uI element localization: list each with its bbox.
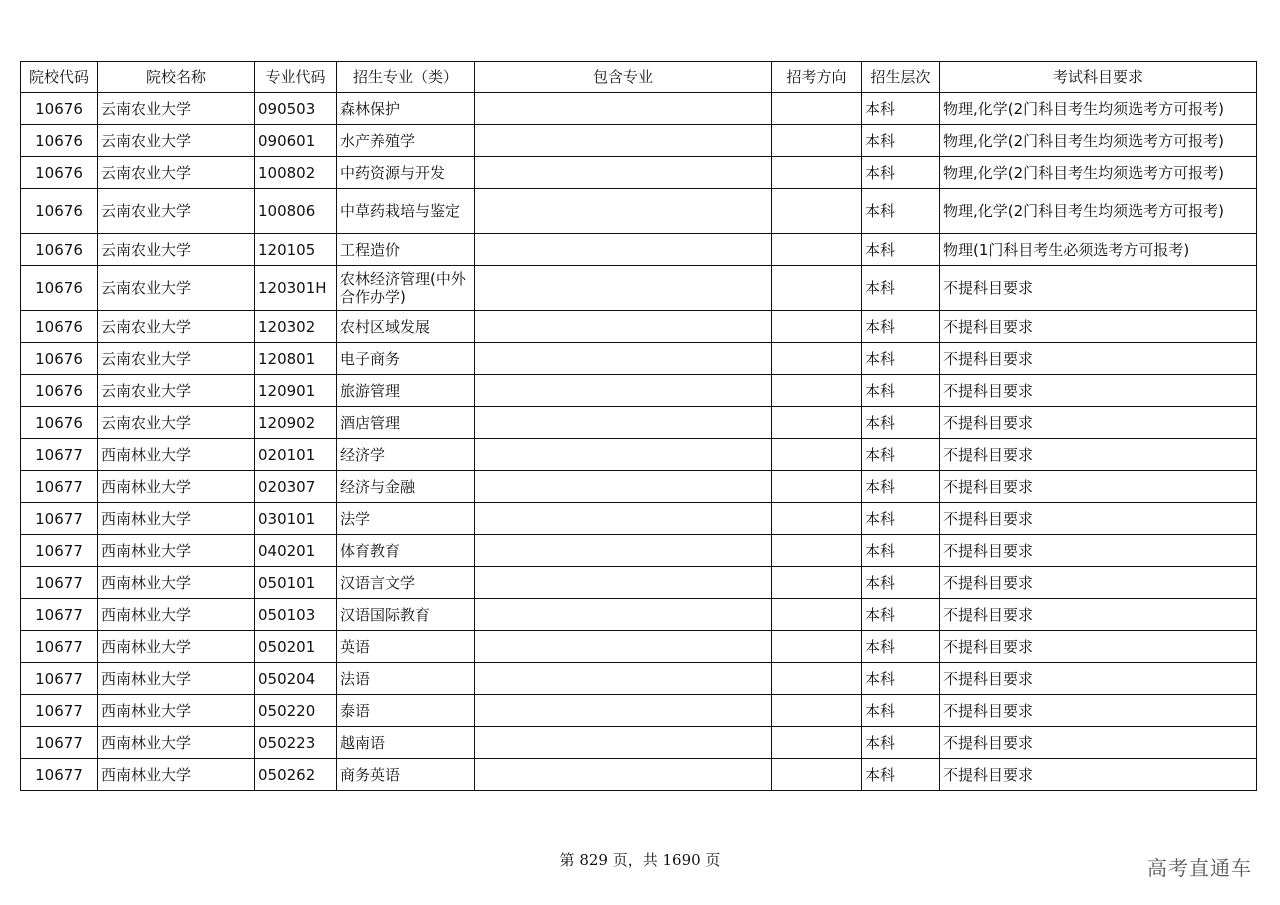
cell-school-name: 西南林业大学 <box>98 535 255 567</box>
header-row <box>21 62 1257 93</box>
cell-subject-requirement: 物理,化学(2门科目考生均须选考方可报考) <box>940 157 1257 189</box>
cell-level: 本科 <box>862 311 940 343</box>
cell-level: 本科 <box>862 471 940 503</box>
table-row <box>21 695 1257 727</box>
cell-direction <box>772 471 862 503</box>
table-row <box>21 535 1257 567</box>
cell-school-code: 10676 <box>21 375 98 407</box>
cell-included-majors <box>475 407 772 439</box>
cell-school-code: 10677 <box>21 631 98 663</box>
cell-school-name: 云南农业大学 <box>98 234 255 266</box>
cell-major-code: 050103 <box>255 599 337 631</box>
cell-level: 本科 <box>862 157 940 189</box>
cell-major-code: 050101 <box>255 567 337 599</box>
cell-school-code: 10677 <box>21 663 98 695</box>
cell-direction <box>772 599 862 631</box>
cell-direction <box>772 631 862 663</box>
cell-subject-requirement: 不提科目要求 <box>940 535 1257 567</box>
cell-subject-requirement: 不提科目要求 <box>940 631 1257 663</box>
cell-direction <box>772 93 862 125</box>
cell-major: 农村区域发展 <box>337 311 475 343</box>
table-row <box>21 439 1257 471</box>
cell-major-code: 020101 <box>255 439 337 471</box>
cell-subject-requirement: 不提科目要求 <box>940 727 1257 759</box>
cell-school-code: 10676 <box>21 189 98 234</box>
cell-direction <box>772 567 862 599</box>
cell-included-majors <box>475 311 772 343</box>
cell-subject-requirement: 不提科目要求 <box>940 503 1257 535</box>
cell-included-majors <box>475 125 772 157</box>
cell-subject-requirement: 物理(1门科目考生必须选考方可报考) <box>940 234 1257 266</box>
cell-direction <box>772 234 862 266</box>
cell-subject-requirement: 不提科目要求 <box>940 695 1257 727</box>
cell-school-name: 西南林业大学 <box>98 471 255 503</box>
cell-major: 工程造价 <box>337 234 475 266</box>
table-row <box>21 663 1257 695</box>
cell-major: 电子商务 <box>337 343 475 375</box>
cell-school-code: 10676 <box>21 125 98 157</box>
cell-level: 本科 <box>862 93 940 125</box>
cell-direction <box>772 727 862 759</box>
cell-subject-requirement: 不提科目要求 <box>940 311 1257 343</box>
cell-included-majors <box>475 631 772 663</box>
cell-major: 商务英语 <box>337 759 475 791</box>
cell-major: 中草药栽培与鉴定 <box>337 189 475 234</box>
cell-school-code: 10677 <box>21 599 98 631</box>
cell-direction <box>772 439 862 471</box>
cell-subject-requirement: 物理,化学(2门科目考生均须选考方可报考) <box>940 93 1257 125</box>
cell-major-code: 120302 <box>255 311 337 343</box>
cell-level: 本科 <box>862 407 940 439</box>
cell-school-name: 西南林业大学 <box>98 631 255 663</box>
table-row <box>21 189 1257 234</box>
cell-major-code: 090601 <box>255 125 337 157</box>
cell-level: 本科 <box>862 727 940 759</box>
cell-school-name: 西南林业大学 <box>98 503 255 535</box>
cell-major-code: 050223 <box>255 727 337 759</box>
cell-direction <box>772 125 862 157</box>
cell-major: 中药资源与开发 <box>337 157 475 189</box>
table-row <box>21 375 1257 407</box>
cell-school-name: 云南农业大学 <box>98 93 255 125</box>
table-row <box>21 93 1257 125</box>
header-school-name: 院校名称 <box>98 62 255 93</box>
cell-school-code: 10677 <box>21 759 98 791</box>
cell-major-code: 050220 <box>255 695 337 727</box>
cell-included-majors <box>475 471 772 503</box>
cell-major-code: 120301H <box>255 266 337 311</box>
cell-level: 本科 <box>862 343 940 375</box>
cell-major-code: 050262 <box>255 759 337 791</box>
cell-direction <box>772 759 862 791</box>
header-school-code: 院校代码 <box>21 62 98 93</box>
cell-direction <box>772 695 862 727</box>
header-major-code: 专业代码 <box>255 62 337 93</box>
cell-school-name: 西南林业大学 <box>98 759 255 791</box>
cell-direction <box>772 375 862 407</box>
cell-school-name: 云南农业大学 <box>98 157 255 189</box>
cell-level: 本科 <box>862 631 940 663</box>
cell-major-code: 030101 <box>255 503 337 535</box>
table-row <box>21 759 1257 791</box>
cell-subject-requirement: 不提科目要求 <box>940 471 1257 503</box>
cell-school-name: 西南林业大学 <box>98 695 255 727</box>
cell-subject-requirement: 不提科目要求 <box>940 663 1257 695</box>
cell-school-name: 西南林业大学 <box>98 599 255 631</box>
cell-major: 法学 <box>337 503 475 535</box>
cell-school-code: 10677 <box>21 535 98 567</box>
cell-subject-requirement: 不提科目要求 <box>940 567 1257 599</box>
table-row <box>21 343 1257 375</box>
header-direction: 招考方向 <box>772 62 862 93</box>
cell-subject-requirement: 不提科目要求 <box>940 266 1257 311</box>
table-row <box>21 471 1257 503</box>
cell-direction <box>772 311 862 343</box>
cell-school-code: 10677 <box>21 503 98 535</box>
cell-school-name: 云南农业大学 <box>98 375 255 407</box>
cell-included-majors <box>475 93 772 125</box>
cell-included-majors <box>475 759 772 791</box>
cell-school-name: 云南农业大学 <box>98 266 255 311</box>
cell-direction <box>772 189 862 234</box>
cell-included-majors <box>475 189 772 234</box>
cell-included-majors <box>475 727 772 759</box>
table-row <box>21 407 1257 439</box>
cell-subject-requirement: 物理,化学(2门科目考生均须选考方可报考) <box>940 125 1257 157</box>
cell-major: 越南语 <box>337 727 475 759</box>
cell-level: 本科 <box>862 567 940 599</box>
cell-direction <box>772 266 862 311</box>
cell-direction <box>772 503 862 535</box>
cell-included-majors <box>475 266 772 311</box>
cell-school-code: 10677 <box>21 567 98 599</box>
header-major: 招生专业（类） <box>337 62 475 93</box>
cell-school-code: 10676 <box>21 266 98 311</box>
cell-level: 本科 <box>862 503 940 535</box>
table-row <box>21 266 1257 311</box>
cell-school-name: 西南林业大学 <box>98 663 255 695</box>
header-level: 招生层次 <box>862 62 940 93</box>
table-row <box>21 599 1257 631</box>
cell-major-code: 120902 <box>255 407 337 439</box>
table-row <box>21 157 1257 189</box>
cell-included-majors <box>475 343 772 375</box>
cell-level: 本科 <box>862 759 940 791</box>
cell-included-majors <box>475 157 772 189</box>
cell-included-majors <box>475 599 772 631</box>
cell-subject-requirement: 不提科目要求 <box>940 375 1257 407</box>
cell-major-code: 020307 <box>255 471 337 503</box>
cell-major-code: 050204 <box>255 663 337 695</box>
cell-major-code: 100802 <box>255 157 337 189</box>
cell-school-code: 10676 <box>21 234 98 266</box>
cell-subject-requirement: 不提科目要求 <box>940 599 1257 631</box>
cell-level: 本科 <box>862 663 940 695</box>
cell-level: 本科 <box>862 599 940 631</box>
cell-included-majors <box>475 567 772 599</box>
cell-subject-requirement: 不提科目要求 <box>940 759 1257 791</box>
cell-included-majors <box>475 535 772 567</box>
cell-major: 法语 <box>337 663 475 695</box>
cell-level: 本科 <box>862 375 940 407</box>
cell-direction <box>772 343 862 375</box>
cell-major-code: 050201 <box>255 631 337 663</box>
cell-major: 汉语国际教育 <box>337 599 475 631</box>
header-subject-requirement: 考试科目要求 <box>940 62 1257 93</box>
cell-major: 汉语言文学 <box>337 567 475 599</box>
header-included-majors: 包含专业 <box>475 62 772 93</box>
cell-school-code: 10676 <box>21 343 98 375</box>
cell-major-code: 100806 <box>255 189 337 234</box>
cell-level: 本科 <box>862 266 940 311</box>
cell-school-name: 西南林业大学 <box>98 727 255 759</box>
table-row <box>21 567 1257 599</box>
cell-major: 经济学 <box>337 439 475 471</box>
admissions-table <box>20 61 1257 791</box>
cell-included-majors <box>475 695 772 727</box>
table-row <box>21 727 1257 759</box>
cell-subject-requirement: 不提科目要求 <box>940 407 1257 439</box>
table-row <box>21 311 1257 343</box>
cell-major: 旅游管理 <box>337 375 475 407</box>
cell-major: 体育教育 <box>337 535 475 567</box>
cell-major: 森林保护 <box>337 93 475 125</box>
cell-school-name: 云南农业大学 <box>98 343 255 375</box>
cell-major-code: 120801 <box>255 343 337 375</box>
cell-major-code: 040201 <box>255 535 337 567</box>
cell-major: 英语 <box>337 631 475 663</box>
cell-direction <box>772 157 862 189</box>
cell-school-name: 云南农业大学 <box>98 407 255 439</box>
table-row <box>21 631 1257 663</box>
cell-subject-requirement: 不提科目要求 <box>940 439 1257 471</box>
cell-direction <box>772 407 862 439</box>
cell-major-code: 120901 <box>255 375 337 407</box>
cell-school-code: 10676 <box>21 311 98 343</box>
cell-major-code: 090503 <box>255 93 337 125</box>
cell-school-code: 10676 <box>21 157 98 189</box>
cell-school-name: 云南农业大学 <box>98 311 255 343</box>
cell-school-code: 10677 <box>21 439 98 471</box>
cell-level: 本科 <box>862 189 940 234</box>
cell-included-majors <box>475 663 772 695</box>
cell-major-code: 120105 <box>255 234 337 266</box>
table-row <box>21 125 1257 157</box>
cell-school-code: 10677 <box>21 471 98 503</box>
page-number: 第 829 页，共 1690 页 <box>559 851 721 869</box>
cell-subject-requirement: 不提科目要求 <box>940 343 1257 375</box>
cell-school-name: 云南农业大学 <box>98 125 255 157</box>
cell-level: 本科 <box>862 695 940 727</box>
cell-included-majors <box>475 375 772 407</box>
cell-school-code: 10676 <box>21 407 98 439</box>
cell-school-code: 10677 <box>21 695 98 727</box>
cell-school-name: 云南农业大学 <box>98 189 255 234</box>
cell-level: 本科 <box>862 234 940 266</box>
cell-included-majors <box>475 234 772 266</box>
watermark: 高考直通车 <box>1147 856 1252 880</box>
cell-school-name: 西南林业大学 <box>98 567 255 599</box>
cell-major: 酒店管理 <box>337 407 475 439</box>
cell-school-code: 10677 <box>21 727 98 759</box>
cell-major: 泰语 <box>337 695 475 727</box>
cell-level: 本科 <box>862 125 940 157</box>
cell-subject-requirement: 物理,化学(2门科目考生均须选考方可报考) <box>940 189 1257 234</box>
table-row <box>21 234 1257 266</box>
cell-major: 农林经济管理(中外合作办学) <box>337 266 475 311</box>
cell-level: 本科 <box>862 535 940 567</box>
table-row <box>21 503 1257 535</box>
cell-school-code: 10676 <box>21 93 98 125</box>
cell-major: 经济与金融 <box>337 471 475 503</box>
cell-school-name: 西南林业大学 <box>98 439 255 471</box>
cell-major: 水产养殖学 <box>337 125 475 157</box>
cell-direction <box>772 535 862 567</box>
cell-included-majors <box>475 503 772 535</box>
cell-level: 本科 <box>862 439 940 471</box>
cell-included-majors <box>475 439 772 471</box>
cell-direction <box>772 663 862 695</box>
